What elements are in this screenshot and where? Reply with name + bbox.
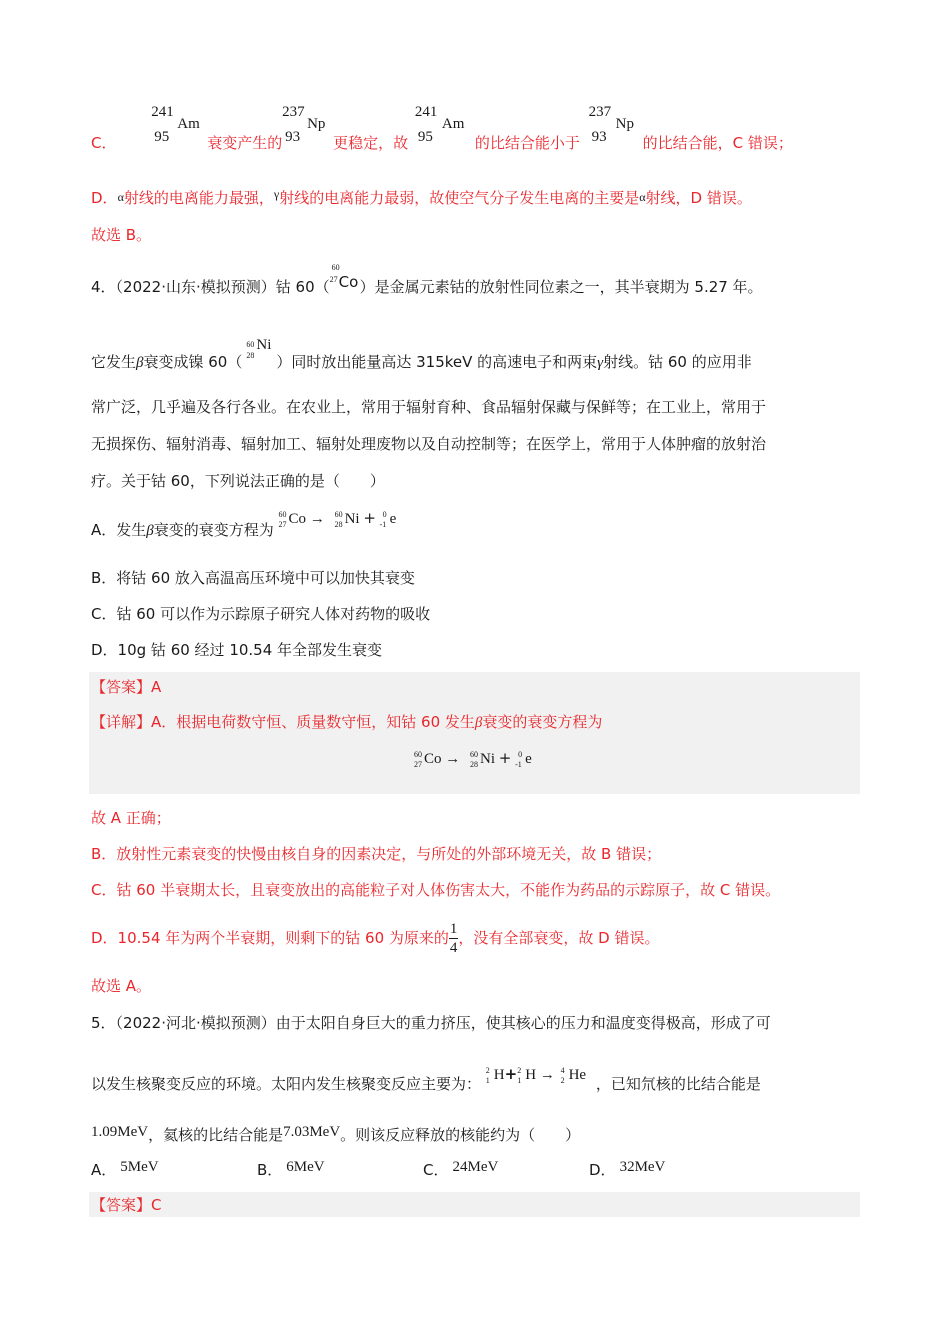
q4-line1: 4．（2022·山东·模拟预测）钴 60（ 60 27 Co ）是金属元素钴的放射性同位素之一，其半衰期为 5.27 年。 bbox=[91, 263, 763, 296]
q5-line1: 5．（2022·河北·模拟预测）由于太阳自身巨大的重力挤压，使其核心的压力和温度变得极高，形成了可 bbox=[91, 1014, 771, 1032]
nuclide-ni: 60 28 Ni bbox=[246, 337, 272, 360]
decay-equation-a: 60 27 Co → 60 28 Ni + 0 -1 e bbox=[278, 509, 397, 529]
nuclide-co: 60 27 Co bbox=[329, 263, 359, 291]
q5-option-d: D． 32MeV bbox=[589, 1159, 666, 1179]
nuclide-am-2: 241 95 Am bbox=[414, 104, 465, 145]
q4-option-b: B．将钴 60 放入高温高压环境中可以加快其衰变 bbox=[91, 569, 415, 587]
choose-b: 故选 B。 bbox=[91, 226, 152, 244]
analysis-c-line: C． 241 95 Am 衰变产生的 237 93 Np 更稳定，故 241 95 Am 的比结合能小于 237 93 Np 的比结合能，C 错误； bbox=[91, 104, 793, 152]
answer-box bbox=[89, 672, 860, 794]
q4-option-d: D．10g 钴 60 经过 10.54 年全部发生衰变 bbox=[91, 641, 383, 659]
fraction-one-quarter: $\frac{1}{4}$ bbox=[449, 921, 458, 956]
analysis-d-line: D．α射线的电离能力最强，$^\gamma$射线的电离能力最弱，故使空气分子发生电离的主要是α射线，D 错误。 bbox=[91, 187, 752, 207]
q4-b-explain: B．放射性元素衰变的快慢由核自身的因素决定，与所处的外部环境无关，故 B 错误； bbox=[91, 845, 662, 863]
q4-line2: 它发生β衰变成镍 60（ 60 28 Ni ）同时放出能量高达 315keV 的高速电子和两束γ射线。钴 60 的应用非 bbox=[91, 337, 752, 371]
nuclide-np-1: 237 93 Np bbox=[282, 104, 326, 145]
q4-line3: 常广泛，几乎遍及各行各业。在农业上，常用于辐射育种、食品辐射保藏与保鲜等；在工业上，常用于 bbox=[91, 398, 767, 416]
q5-option-b: B． 6MeV bbox=[257, 1159, 325, 1179]
decay-equation-detail: 60 27 Co → 60 28 Ni + 0 -1 e bbox=[414, 749, 532, 769]
q4-detail: 【详解】A．根据电荷数守恒、质量数守恒，知钴 60 发生β衰变的衰变方程为 bbox=[91, 713, 603, 731]
q4-a-correct: 故 A 正确； bbox=[91, 809, 171, 827]
q4-option-a: A．发生β衰变的衰变方程为 60 27 Co → 60 28 Ni + 0 -1 e bbox=[91, 509, 397, 539]
nuclide-am-1: 241 95 Am bbox=[151, 104, 200, 145]
q4-d-explain: D．10.54 年为两个半衰期，则剩下的钴 60 为原来的 $\frac{1}{4}$ ，没有全部衰变，故 D 错误。 bbox=[91, 921, 660, 956]
q5-line2: 以发生核聚变反应的环境。太阳内发生核聚变反应主要为： 2 1 H+ 2 1 H → 4 2 He ，已知氘核的比结合能是 bbox=[91, 1065, 761, 1093]
q5-option-a: A． 5MeV bbox=[91, 1159, 159, 1179]
q4-line5: 疗。关于钴 60，下列说法正确的是（ ） bbox=[91, 472, 385, 490]
answer-box-q5 bbox=[89, 1192, 860, 1217]
q5-line3: 1.09MeV，氦核的比结合能是7.03MeV。则该反应释放的核能约为（ ） bbox=[91, 1124, 581, 1144]
nuclide-np-2: 237 93 Np bbox=[588, 104, 634, 145]
q4-option-c: C．钴 60 可以作为示踪原子研究人体对药物的吸收 bbox=[91, 605, 431, 623]
option-label: C． bbox=[91, 134, 117, 152]
q5-option-c: C． 24MeV bbox=[423, 1159, 499, 1179]
q5-answer: 【答案】C bbox=[91, 1196, 162, 1214]
q4-choose: 故选 A。 bbox=[91, 977, 152, 995]
fusion-equation: 2 1 H+ 2 1 H → 4 2 He bbox=[485, 1065, 587, 1085]
q4-line4: 无损探伤、辐射消毒、辐射加工、辐射处理废物以及自动控制等；在医学上，常用于人体肿瘤的放射治 bbox=[91, 435, 767, 453]
q4-c-explain: C．钴 60 半衰期太长，且衰变放出的高能粒子对人体伤害太大，不能作为药品的示踪原子，故 C 错误。 bbox=[91, 881, 781, 899]
q4-answer: 【答案】A bbox=[91, 678, 162, 696]
